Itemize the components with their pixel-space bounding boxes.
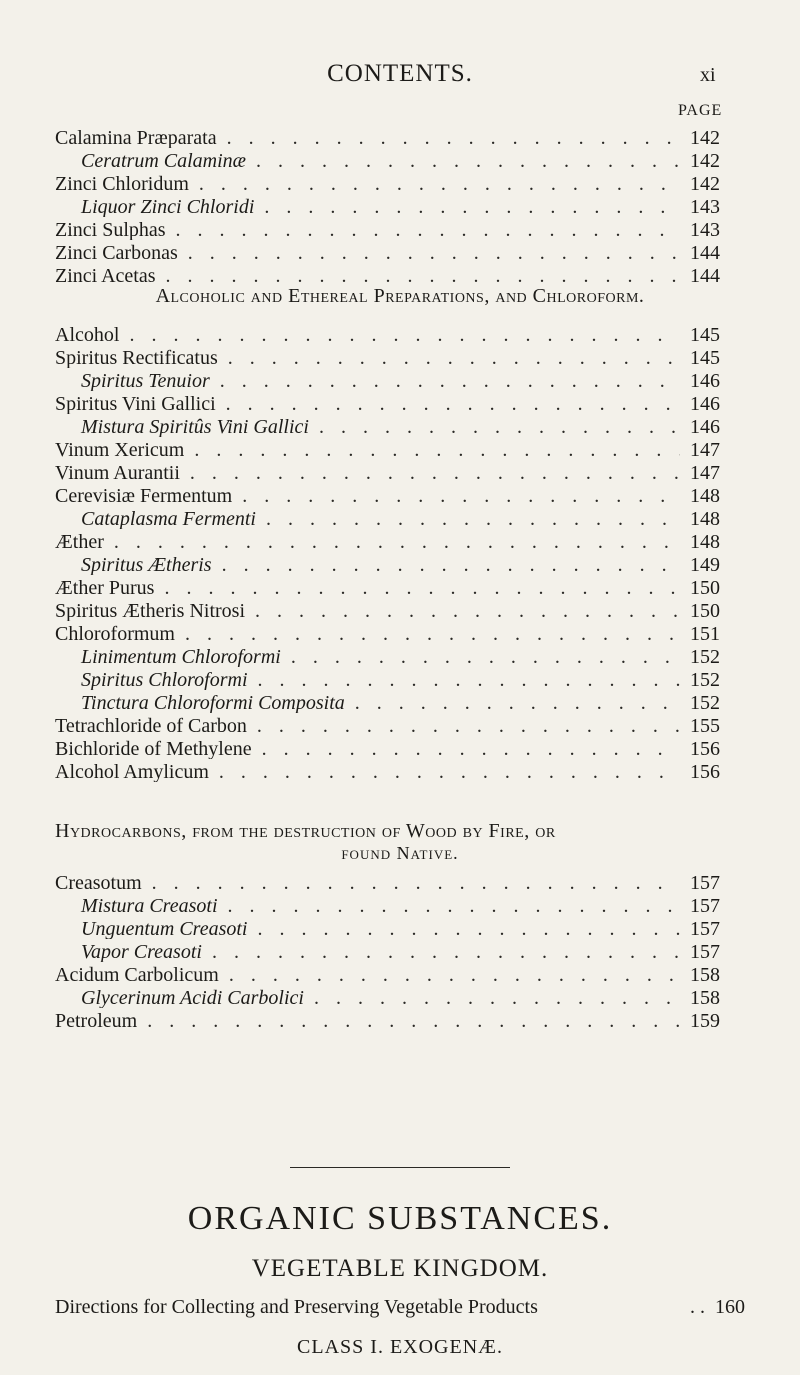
toc-entry-page: 148 — [690, 532, 720, 552]
toc-entry-title: Acidum Carbolicum — [55, 965, 219, 985]
toc-entry — [55, 220, 720, 240]
toc-entry-page: 143 — [690, 220, 720, 240]
toc-entry-page: 145 — [690, 325, 720, 345]
toc-entry-page: 150 — [690, 578, 720, 598]
alcoholic-entries — [55, 325, 720, 785]
toc-entry — [55, 151, 720, 171]
section-divider — [290, 1167, 510, 1168]
toc-entry — [55, 919, 720, 939]
toc-entry-page: 152 — [690, 647, 720, 667]
dot-leader — [175, 624, 680, 644]
dot-leader — [184, 440, 680, 460]
toc-entry-page: 142 — [690, 128, 720, 148]
running-head — [0, 60, 800, 90]
toc-entry — [55, 509, 720, 529]
toc-entry — [55, 873, 720, 893]
dot-leader — [254, 197, 680, 217]
page-column-label: PAGE — [678, 102, 723, 119]
toc-entry — [55, 325, 720, 345]
zinc-entries — [55, 128, 720, 289]
toc-entry — [55, 601, 720, 621]
toc-entry-page: 157 — [690, 873, 720, 893]
toc-entry-title: Spiritus Ætheris — [81, 555, 212, 575]
toc-entry-title: Æther Purus — [55, 578, 155, 598]
toc-entry-title: Cataplasma Fermenti — [81, 509, 256, 529]
toc-entry — [55, 371, 720, 391]
toc-entry — [55, 128, 720, 148]
toc-entry-title: Vapor Creasoti — [81, 942, 202, 962]
toc-entry — [55, 988, 720, 1008]
toc-entry-title: Cerevisiæ Fermentum — [55, 486, 233, 506]
toc-entry-title: Unguentum Creasoti — [81, 919, 248, 939]
dot-leader — [217, 128, 680, 148]
directions-text: Directions for Collecting and Preserving Vegetable Products — [55, 1296, 538, 1318]
dot-leader — [247, 716, 680, 736]
dot-leader — [245, 601, 680, 621]
toc-entry-title: Æther — [55, 532, 104, 552]
toc-entry-title: Mistura Spiritûs Vini Gallici — [81, 417, 309, 437]
toc-entry-page: 147 — [690, 463, 720, 483]
toc-entry-title: Vinum Xericum — [55, 440, 185, 460]
toc-entry — [55, 555, 720, 575]
dot-leader — [252, 739, 680, 759]
toc-entry — [55, 394, 720, 414]
toc-entry-page: 142 — [690, 174, 720, 194]
dot-leader — [248, 670, 680, 690]
toc-entry-page: 149 — [690, 555, 720, 575]
dot-leader — [345, 693, 680, 713]
dot-leader — [202, 942, 680, 962]
dot-leader — [247, 919, 680, 939]
toc-entry-page: 148 — [690, 509, 720, 529]
directions-leader: . . — [690, 1296, 705, 1318]
toc-entry-title: Alcohol Amylicum — [55, 762, 209, 782]
dot-leader — [212, 555, 680, 575]
dot-leader — [219, 965, 680, 985]
toc-entry-title: Ceratrum Calaminæ — [81, 151, 247, 171]
section-heading-hydrocarbons: Hydrocarbons, from the destruction of Wood by Fire, or — [55, 820, 556, 842]
directions-entry — [55, 1296, 745, 1319]
toc-entry-title: Glycerinum Acidi Carbolici — [81, 988, 304, 1008]
toc-entry — [55, 266, 720, 286]
toc-entry-title: Tetrachloride of Carbon — [55, 716, 247, 736]
toc-entry-page: 146 — [690, 371, 720, 391]
toc-entry — [55, 532, 720, 552]
toc-entry-title: Zinci Carbonas — [55, 243, 178, 263]
section-subheading-hydrocarbons: found Native. — [341, 843, 459, 863]
toc-entry-title: Zinci Chloridum — [55, 174, 189, 194]
toc-entry-title: Spiritus Tenuior — [81, 371, 210, 391]
toc-entry — [55, 647, 720, 667]
organic-title: ORGANIC SUBSTANCES. — [187, 1200, 613, 1237]
class-heading: CLASS I. EXOGENÆ. — [297, 1336, 503, 1358]
toc-entry — [55, 486, 720, 506]
running-title: CONTENTS. — [327, 60, 473, 87]
toc-entry-page: 156 — [690, 762, 720, 782]
toc-entry-page: 158 — [690, 988, 720, 1008]
toc-entry-page: 142 — [690, 151, 720, 171]
toc-entry — [55, 440, 720, 460]
dot-leader — [154, 578, 680, 598]
toc-entry-title: Linimentum Chloroformi — [81, 647, 281, 667]
toc-entry-title: Vinum Aurantii — [55, 463, 180, 483]
toc-entry-title: Mistura Creasoti — [81, 896, 218, 916]
toc-entry-page: 157 — [690, 896, 720, 916]
toc-entry — [55, 578, 720, 598]
toc-entry-title: Creasotum — [55, 873, 142, 893]
toc-entry-title: Bichloride of Methylene — [55, 739, 252, 759]
toc-entry-page: 143 — [690, 197, 720, 217]
kingdom-title: VEGETABLE KINGDOM. — [251, 1255, 549, 1282]
toc-entry-title: Zinci Acetas — [55, 266, 156, 286]
toc-entry-title: Tinctura Chloroformi Composita — [81, 693, 345, 713]
folio-number: xi — [700, 64, 716, 86]
toc-entry-title: Liquor Zinci Chloridi — [81, 197, 255, 217]
directions-page: 160 — [715, 1296, 745, 1318]
dot-leader — [309, 417, 680, 437]
toc-entry — [55, 693, 720, 713]
toc-entry — [55, 716, 720, 736]
dot-leader — [232, 486, 680, 506]
toc-entry — [55, 243, 720, 263]
toc-entry-page: 144 — [690, 243, 720, 263]
toc-entry — [55, 1011, 720, 1031]
toc-entry-page: 151 — [690, 624, 720, 644]
toc-entry-title: Zinci Sulphas — [55, 220, 166, 240]
toc-entry-title: Spiritus Chloroformi — [81, 670, 248, 690]
toc-entry — [55, 670, 720, 690]
toc-entry-title: Alcohol — [55, 325, 120, 345]
dot-leader — [256, 509, 680, 529]
toc-entry-page: 158 — [690, 965, 720, 985]
section-heading-alcoholic: Alcoholic and Ethereal Preparations, and Chloroform. — [155, 285, 645, 307]
toc-entry — [55, 965, 720, 985]
toc-entry-page: 152 — [690, 670, 720, 690]
hydrocarbon-entries — [55, 873, 720, 1034]
toc-entry-title: Petroleum — [55, 1011, 138, 1031]
dot-leader — [166, 220, 680, 240]
dot-leader — [189, 174, 680, 194]
dot-leader — [156, 266, 680, 286]
toc-entry-page: 148 — [690, 486, 720, 506]
dot-leader — [210, 371, 680, 391]
dot-leader — [104, 532, 680, 552]
toc-entry — [55, 762, 720, 782]
dot-leader — [281, 647, 680, 667]
toc-entry — [55, 174, 720, 194]
toc-entry-page: 156 — [690, 739, 720, 759]
toc-entry-page: 147 — [690, 440, 720, 460]
toc-entry — [55, 463, 720, 483]
toc-entry-page: 152 — [690, 693, 720, 713]
dot-leader — [216, 394, 680, 414]
toc-entry-title: Spiritus Ætheris Nitrosi — [55, 601, 246, 621]
dot-leader — [304, 988, 680, 1008]
toc-entry — [55, 624, 720, 644]
toc-entry-page: 146 — [690, 394, 720, 414]
toc-entry-page: 150 — [690, 601, 720, 621]
dot-leader — [209, 762, 680, 782]
dot-leader — [137, 1011, 680, 1031]
dot-leader — [178, 243, 680, 263]
toc-entry-page: 155 — [690, 716, 720, 736]
toc-entry-title: Chloroformum — [55, 624, 175, 644]
toc-entry-page: 157 — [690, 919, 720, 939]
toc-entry — [55, 739, 720, 759]
dot-leader — [246, 151, 680, 171]
toc-entry — [55, 942, 720, 962]
dot-leader — [119, 325, 680, 345]
toc-entry — [55, 896, 720, 916]
dot-leader — [180, 463, 680, 483]
toc-entry-page: 144 — [690, 266, 720, 286]
toc-entry-page: 159 — [690, 1011, 720, 1031]
dot-leader — [218, 348, 680, 368]
toc-entry-page: 146 — [690, 417, 720, 437]
dot-leader — [218, 896, 681, 916]
toc-entry — [55, 348, 720, 368]
toc-entry-page: 145 — [690, 348, 720, 368]
toc-entry-title: Spiritus Vini Gallici — [55, 394, 216, 414]
dot-leader — [142, 873, 680, 893]
toc-entry — [55, 197, 720, 217]
toc-entry-title: Spiritus Rectificatus — [55, 348, 218, 368]
toc-entry — [55, 417, 720, 437]
toc-entry-page: 157 — [690, 942, 720, 962]
toc-entry-title: Calamina Præparata — [55, 128, 217, 148]
